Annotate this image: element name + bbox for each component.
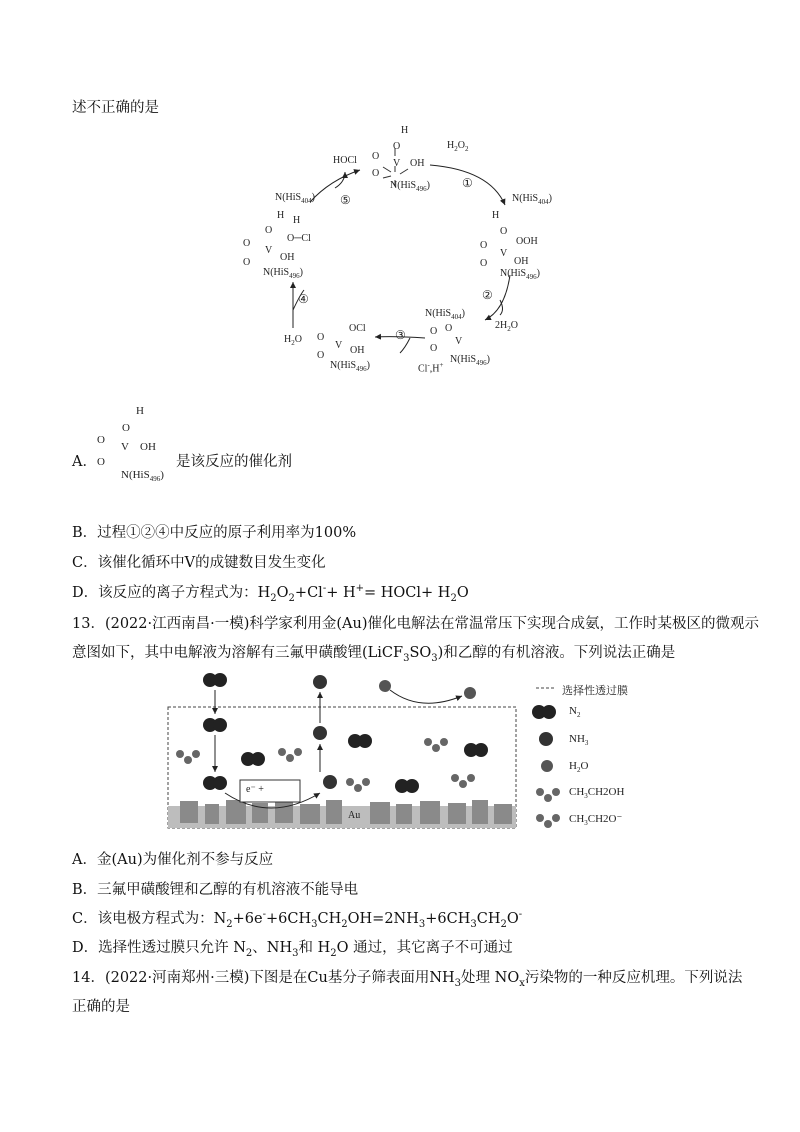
r1-ooh: OOH bbox=[516, 236, 538, 247]
top-o: O bbox=[393, 141, 401, 152]
q14-line1: 14．(2022·河南郑州·三模)下图是在Cu基分子筛表面用$NH_3$处理 $NO_x$污染物的一种反应机理。下列说法 bbox=[72, 970, 743, 989]
legend-ethoxide: $CH_3CH2O^-$ bbox=[569, 813, 623, 828]
lf-his-b: N(HiS$_{496}$) bbox=[263, 267, 303, 280]
r1-v: V bbox=[500, 248, 508, 259]
r2-o: O bbox=[445, 323, 453, 334]
option-d: D．该反应的离子方程式为：$H_2O_2+Cl^-+ H^+=$ HOCl+ $H_2O$ bbox=[72, 583, 469, 604]
h2o2-label: $H_2O_2$ bbox=[447, 140, 469, 153]
cl-h-label: Cl-,H+ bbox=[418, 361, 444, 375]
top-v: V bbox=[393, 158, 401, 169]
option-b: B．过程①②④中反应的原子利用率为100% bbox=[72, 525, 357, 541]
membrane-label: 选择性透过膜 bbox=[562, 685, 628, 697]
q13-line1: 13．(2022·江西南昌·一模)科学家利用金(Au)催化电解法在常温常压下实现合成氨，工作时某极区的微观示 bbox=[72, 616, 760, 632]
step-2: ② bbox=[482, 288, 493, 302]
a-oh: OH bbox=[140, 441, 156, 453]
q13-option-d: D．选择性透过膜只允许 $N_2$、$NH_3$和 $H_2O$ 通过，其它离子不可通过 bbox=[72, 940, 513, 959]
step-4: ④ bbox=[298, 292, 309, 306]
r2-his: N(HiS$_{404}$) bbox=[425, 308, 465, 321]
bt-o1: O bbox=[317, 332, 325, 343]
lf-v: V bbox=[265, 245, 273, 256]
a-o1: O bbox=[97, 434, 105, 446]
a-o: O bbox=[122, 422, 130, 434]
r1-o2: O bbox=[480, 258, 488, 269]
step-3: ③ bbox=[395, 328, 406, 342]
intro-text: 述不正确的是 bbox=[72, 100, 159, 116]
legend-nh3: $NH_3$ bbox=[569, 733, 589, 748]
r1-h: H bbox=[492, 210, 500, 221]
q13-line2: 意图如下，其中电解液为溶解有三氟甲磺酸锂$(LiCF_3SO_3)$和乙醇的有机溶液。下列说法正确是 bbox=[72, 645, 676, 664]
lf-o2: O bbox=[243, 257, 251, 268]
cycle-arrows bbox=[0, 110, 800, 510]
lf-h2: H bbox=[293, 215, 301, 226]
r2-v: V bbox=[455, 336, 463, 347]
electron-label: e⁻ + bbox=[246, 784, 264, 795]
lf-oh: OH bbox=[280, 252, 295, 263]
r1-oh: OH bbox=[514, 256, 529, 267]
r2-his-b: N(HiS$_{496}$) bbox=[450, 354, 490, 367]
top-his: N(HiS$_{496}$) bbox=[390, 180, 430, 193]
legend-h2o: $H_2O$ bbox=[569, 760, 589, 775]
bt-ocl: OCl bbox=[349, 323, 366, 334]
option-a-text: 是该反应的催化剂 bbox=[176, 454, 292, 470]
bt-his: N(HiS$_{496}$) bbox=[330, 360, 370, 373]
top-h: H bbox=[401, 125, 409, 136]
lf-h: H bbox=[277, 210, 285, 221]
r1-o1: O bbox=[480, 240, 488, 251]
bt-v: V bbox=[335, 340, 343, 351]
a-his: N(HiS$_{496}$) bbox=[121, 469, 164, 484]
q13-option-a: A．金(Au)为催化剂不参与反应 bbox=[72, 852, 274, 868]
h2o-in: $H_2O$ bbox=[284, 334, 302, 347]
au-label: Au bbox=[348, 810, 361, 821]
a-h: H bbox=[136, 405, 144, 417]
option-a-prefix: A． bbox=[72, 454, 97, 470]
r2-o2: O bbox=[430, 343, 438, 354]
h2o-out: $2H_2O$ bbox=[495, 320, 518, 333]
top-o1: O bbox=[372, 151, 380, 162]
hocl-label: HOCl bbox=[333, 155, 357, 166]
figure-svg bbox=[0, 668, 800, 838]
option-c: C．该催化循环中V的成键数目发生变化 bbox=[72, 555, 326, 571]
top-oh: OH bbox=[410, 158, 425, 169]
a-v: V bbox=[121, 441, 129, 453]
r1-his: N(HiS$_{404}$) bbox=[512, 193, 552, 206]
q13-option-b: B．三氟甲磺酸锂和乙醇的有机溶液不能导电 bbox=[72, 882, 359, 898]
r1-o: O bbox=[500, 226, 508, 237]
legend-ethanol: $CH_3CH2OH$ bbox=[569, 786, 625, 801]
legend-n2: $N_2$ bbox=[569, 705, 581, 720]
q14-line2: 正确的是 bbox=[72, 999, 130, 1015]
lf-o1: O bbox=[243, 238, 251, 249]
lf-o: O bbox=[265, 225, 273, 236]
r2-o1: O bbox=[430, 326, 438, 337]
r1-his-b: N(HiS$_{496}$) bbox=[500, 268, 540, 281]
lf-ocl: O─Cl bbox=[287, 233, 311, 244]
step-5: ⑤ bbox=[340, 193, 351, 207]
bt-oh: OH bbox=[350, 345, 365, 356]
a-o2: O bbox=[97, 456, 105, 468]
q13-option-c: C．该电极方程式为：$N_2+6e^-+6CH_3CH_2OH=2NH_3+6CH_3CH_2O^-$ bbox=[72, 909, 523, 930]
step-1: ① bbox=[462, 176, 473, 190]
bt-o2: O bbox=[317, 350, 325, 361]
lf-his: N(HiS$_{404}$) bbox=[275, 192, 315, 205]
top-o2: O bbox=[372, 168, 380, 179]
